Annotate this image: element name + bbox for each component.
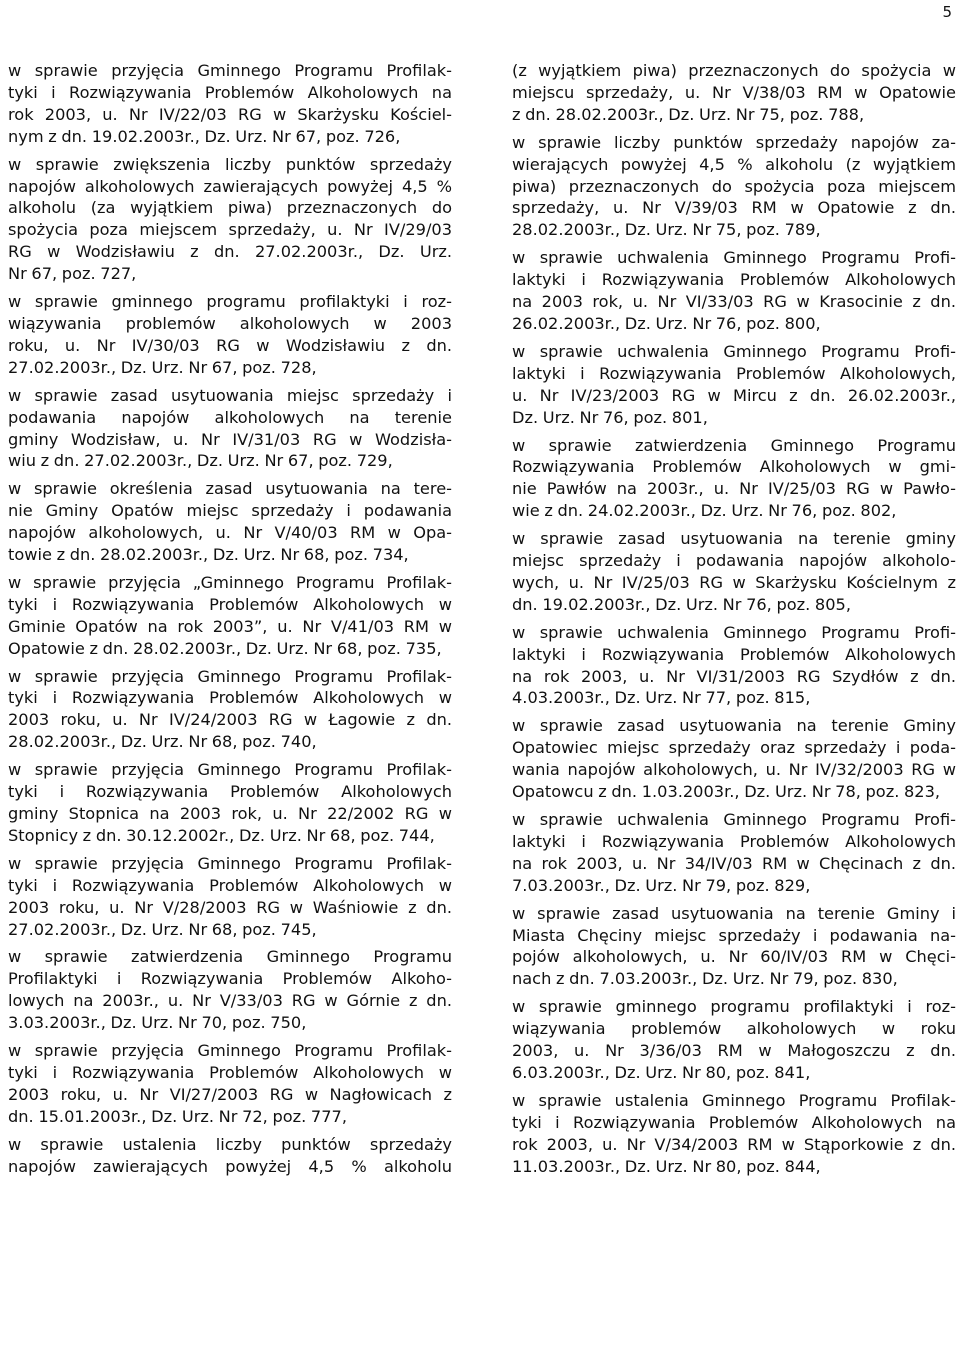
text-line: wiązywania problemów alkoholowych w 2003: [8, 313, 452, 333]
resolution-entry: [8, 154, 452, 285]
text-line: Dz. Urz. Nr 76, poz. 801,: [512, 407, 708, 427]
text-line: nie Gminy Opatów miejsc sprzedaży i podawania: [8, 501, 452, 521]
resolution-entry: [8, 1134, 452, 1178]
text-line: napojów zawierających powyżej 4,5 % alkoholu: [8, 1156, 452, 1176]
text-line: tyki i Rozwiązywania Problemów Alkoholowych na: [512, 1112, 956, 1132]
text-line: w sprawie przyjęcia Gminnego Programu Profilak-: [8, 666, 452, 686]
text-line: nach z dn. 7.03.2003r., Dz. Urz. Nr 79, poz. 830,: [512, 969, 898, 989]
text-line: w sprawie uchwalenia Gminnego Programu Profi-: [512, 248, 956, 268]
resolution-entry: [512, 622, 956, 710]
text-line: 28.02.2003r., Dz. Urz. Nr 68, poz. 740,: [8, 732, 317, 752]
text-line: laktyki i Rozwiązywania Problemów Alkoholowych,: [512, 363, 956, 383]
text-line: u. Nr IV/23/2003 RG w Mircu z dn. 26.02.2003r.,: [512, 385, 956, 405]
resolution-entry: [8, 478, 452, 566]
resolution-entry: [8, 853, 452, 941]
text-line: 2003 roku, u. Nr IV/24/2003 RG w Łagowie z dn.: [8, 710, 452, 730]
resolution-entry: [512, 809, 956, 897]
resolution-entry: [8, 759, 452, 847]
text-line: 6.03.2003r., Dz. Urz. Nr 80, poz. 841,: [512, 1062, 811, 1082]
text-line: w sprawie ustalenia liczby punktów sprzedaży: [8, 1134, 452, 1154]
text-line: piwa) przeznaczonych do spożycia poza miejscem: [512, 176, 956, 196]
resolution-entry: [512, 1090, 956, 1178]
text-line: w sprawie przyjęcia Gminnego Programu Profilak-: [8, 760, 452, 780]
resolution-entry: [8, 385, 452, 473]
text-line: tyki i Rozwiązywania Problemów Alkoholowych w: [8, 1062, 452, 1082]
text-line: w sprawie ustalenia Gminnego Programu Profilak-: [512, 1090, 956, 1110]
resolution-entry: [512, 435, 956, 523]
text-line: wiu z dn. 27.02.2003r., Dz. Urz. Nr 67, poz. 729,: [8, 451, 393, 471]
text-line: wierających powyżej 4,5 % alkoholu (z wyjątkiem: [512, 154, 956, 174]
text-line: tyki i Rozwiązywania Problemów Alkoholowych na: [8, 82, 452, 102]
text-line: w sprawie zwiększenia liczby punktów sprzedaży: [8, 154, 452, 174]
text-line: laktyki i Rozwiązywania Problemów Alkoholowych: [512, 644, 956, 664]
text-line: na rok 2003, u. Nr VI/31/2003 RG Szydłów z dn.: [512, 666, 956, 686]
text-line: wania napojów alkoholowych, u. Nr IV/32/2003 RG w: [512, 760, 956, 780]
text-line: 4.03.2003r., Dz. Urz. Nr 77, poz. 815,: [512, 688, 811, 708]
text-line: laktyki i Rozwiązywania Problemów Alkoholowych: [512, 270, 956, 290]
text-line: 26.02.2003r., Dz. Urz. Nr 76, poz. 800,: [512, 313, 821, 333]
text-line: wiązywania problemów alkoholowych w roku: [512, 1019, 956, 1039]
text-line: w sprawie przyjęcia Gminnego Programu Profilak-: [8, 61, 452, 80]
text-line: nym z dn. 19.02.2003r., Dz. Urz. Nr 67, poz. 726,: [8, 126, 401, 146]
text-line: roku, u. Nr IV/30/03 RG w Wodzisławiu z dn.: [8, 335, 452, 355]
text-line: 2003, u. Nr 3/36/03 RM w Małogoszczu z dn.: [512, 1041, 956, 1061]
text-line: w sprawie zasad usytuowania na terenie gminy: [512, 529, 956, 549]
text-line: w sprawie zasad usytuowania na terenie Gminy i: [512, 903, 956, 923]
text-line: w sprawie gminnego programu profilaktyki i roz-: [8, 292, 452, 312]
page-number: 5: [942, 3, 952, 21]
resolution-entry: [512, 528, 956, 616]
text-line: 27.02.2003r., Dz. Urz. Nr 68, poz. 745,: [8, 919, 317, 939]
text-line: tyki i Rozwiązywania Problemów Alkoholowych: [8, 782, 452, 802]
text-line: Nr 67, poz. 727,: [8, 264, 137, 284]
text-line: 11.03.2003r., Dz. Urz. Nr 80, poz. 844,: [512, 1156, 821, 1176]
text-line: Miasta Chęciny miejsc sprzedaży i podawania na-: [512, 925, 956, 945]
text-line: nie Pawłów na 2003r., u. Nr IV/25/03 RG w Pawło-: [512, 479, 956, 499]
text-line: towie z dn. 28.02.2003r., Dz. Urz. Nr 68, poz. 734,: [8, 545, 409, 565]
text-line: rok 2003, u. Nr V/34/2003 RM w Stąporkowie z dn.: [512, 1134, 956, 1154]
text-line: na rok 2003, u. Nr 34/IV/03 RM w Chęcinach z dn.: [512, 853, 956, 873]
text-line: w sprawie zasad usytuowania miejsc sprzedaży i: [8, 385, 452, 405]
text-line: napojów alkoholowych, u. Nr V/40/03 RM w Opa-: [8, 523, 452, 543]
text-line: Gminie Opatów na rok 2003”, u. Nr V/41/03 RM w: [8, 616, 452, 636]
text-line: tyki i Rozwiązywania Problemów Alkoholowych w: [8, 688, 452, 708]
resolution-entry: [8, 946, 452, 1034]
text-line: wie z dn. 24.02.2003r., Dz. Urz. Nr 76, poz. 802,: [512, 501, 897, 521]
text-line: RG w Wodzisławiu z dn. 27.02.2003r., Dz. Urz.: [8, 242, 452, 262]
text-line: Opatowiec miejsc sprzedaży oraz sprzedaży i poda-: [512, 738, 956, 758]
text-line: na 2003 rok, u. Nr VI/33/03 RG w Krasocinie z dn.: [512, 292, 956, 312]
text-line: wych, u. Nr IV/25/03 RG w Skarżysku Kościelnym z: [512, 572, 956, 592]
text-line: 28.02.2003r., Dz. Urz. Nr 75, poz. 789,: [512, 220, 821, 240]
text-line: Rozwiązywania Problemów Alkoholowych w gmi-: [512, 457, 956, 477]
text-line: rok 2003, u. Nr IV/22/03 RG w Skarżysku Kościel-: [8, 104, 452, 124]
text-line: 27.02.2003r., Dz. Urz. Nr 67, poz. 728,: [8, 357, 317, 377]
text-line: pojów alkoholowych, u. Nr 60/IV/03 RM w Chęci-: [512, 947, 956, 967]
text-line: w sprawie uchwalenia Gminnego Programu Profi-: [512, 622, 956, 642]
text-line: w sprawie uchwalenia Gminnego Programu Profi-: [512, 810, 956, 829]
resolution-entry: [512, 341, 956, 429]
text-line: alkoholu (za wyjątkiem piwa) przeznaczonych do: [8, 198, 452, 218]
resolution-entry: [512, 715, 956, 803]
resolution-entry: [8, 1040, 452, 1128]
text-line: tyki i Rozwiązywania Problemów Alkoholowych w: [8, 875, 452, 895]
text-line: gminy Wodzisław, u. Nr IV/31/03 RG w Wodzisła-: [8, 429, 452, 449]
text-line: w sprawie przyjęcia „Gminnego Programu Profilak-: [8, 572, 452, 592]
text-line: Stopnicy z dn. 30.12.2002r., Dz. Urz. Nr 68, poz. 744,: [8, 825, 435, 845]
text-line: miejsc sprzedaży i podawania napojów alkoholo-: [512, 551, 956, 571]
text-line: laktyki i Rozwiązywania Problemów Alkoholowych: [512, 831, 956, 851]
text-line: napojów alkoholowych zawierających powyżej 4,5 %: [8, 176, 452, 196]
text-line: w sprawie określenia zasad usytuowania na tere-: [8, 479, 452, 499]
text-line: dn. 15.01.2003r., Dz. Urz. Nr 72, poz. 777,: [8, 1106, 347, 1126]
text-line: gminy Stopnica na 2003 rok, u. Nr 22/2002 RG w: [8, 804, 452, 823]
text-line: 3.03.2003r., Dz. Urz. Nr 70, poz. 750,: [8, 1013, 307, 1033]
resolution-entry: [8, 291, 452, 379]
text-line: Opatowie z dn. 28.02.2003r., Dz. Urz. Nr 68, poz. 735,: [8, 638, 442, 658]
text-line: podawania napojów alkoholowych na terenie: [8, 407, 452, 427]
text-line: sprzedaży, u. Nr V/39/03 RM w Opatowie z dn.: [512, 198, 956, 218]
resolution-entry: [512, 247, 956, 335]
resolution-entry: [512, 903, 956, 991]
text-line: Profilaktyki i Rozwiązywania Problemów Alkoho-: [8, 969, 452, 989]
resolution-entry: [512, 996, 956, 1084]
left-column: [8, 60, 452, 1184]
text-line: 7.03.2003r., Dz. Urz. Nr 79, poz. 829,: [512, 875, 811, 895]
text-line: (z wyjątkiem piwa) przeznaczonych do spożycia w: [512, 61, 956, 80]
resolution-entry: [8, 666, 452, 754]
text-line: miejscu sprzedaży, u. Nr V/38/03 RM w Opatowie: [512, 82, 956, 102]
text-line: dn. 19.02.2003r., Dz. Urz. Nr 76, poz. 805,: [512, 594, 851, 614]
text-line: Opatowcu z dn. 1.03.2003r., Dz. Urz. Nr 78, poz. 823,: [512, 782, 941, 802]
resolution-entry: [8, 572, 452, 660]
right-column: [512, 60, 956, 1184]
resolution-entry: [512, 60, 956, 126]
resolution-entry: [512, 132, 956, 242]
text-line: w sprawie liczby punktów sprzedaży napojów za-: [512, 132, 956, 152]
text-line: lowych na 2003r., u. Nr V/33/03 RG w Górnie z dn.: [8, 991, 452, 1011]
text-line: z dn. 28.02.2003r., Dz. Urz. Nr 75, poz. 788,: [512, 104, 865, 124]
text-line: w sprawie przyjęcia Gminnego Programu Profilak-: [8, 1041, 452, 1061]
text-line: 2003 roku, u. Nr V/28/2003 RG w Waśniowie z dn.: [8, 897, 452, 917]
text-line: w sprawie zatwierdzenia Gminnego Programu: [512, 435, 956, 455]
text-line: w sprawie gminnego programu profilaktyki i roz-: [512, 997, 956, 1017]
resolution-entry: [8, 60, 452, 148]
text-line: w sprawie zasad usytuowania na terenie Gminy: [512, 716, 956, 736]
text-line: w sprawie przyjęcia Gminnego Programu Profilak-: [8, 853, 452, 873]
text-line: tyki i Rozwiązywania Problemów Alkoholowych w: [8, 594, 452, 614]
text-line: w sprawie zatwierdzenia Gminnego Programu: [8, 947, 452, 967]
text-line: 2003 roku, u. Nr VI/27/2003 RG w Nagłowicach z: [8, 1084, 452, 1104]
text-line: spożycia poza miejscem sprzedaży, u. Nr IV/29/03: [8, 220, 452, 240]
text-line: w sprawie uchwalenia Gminnego Programu Profi-: [512, 341, 956, 361]
